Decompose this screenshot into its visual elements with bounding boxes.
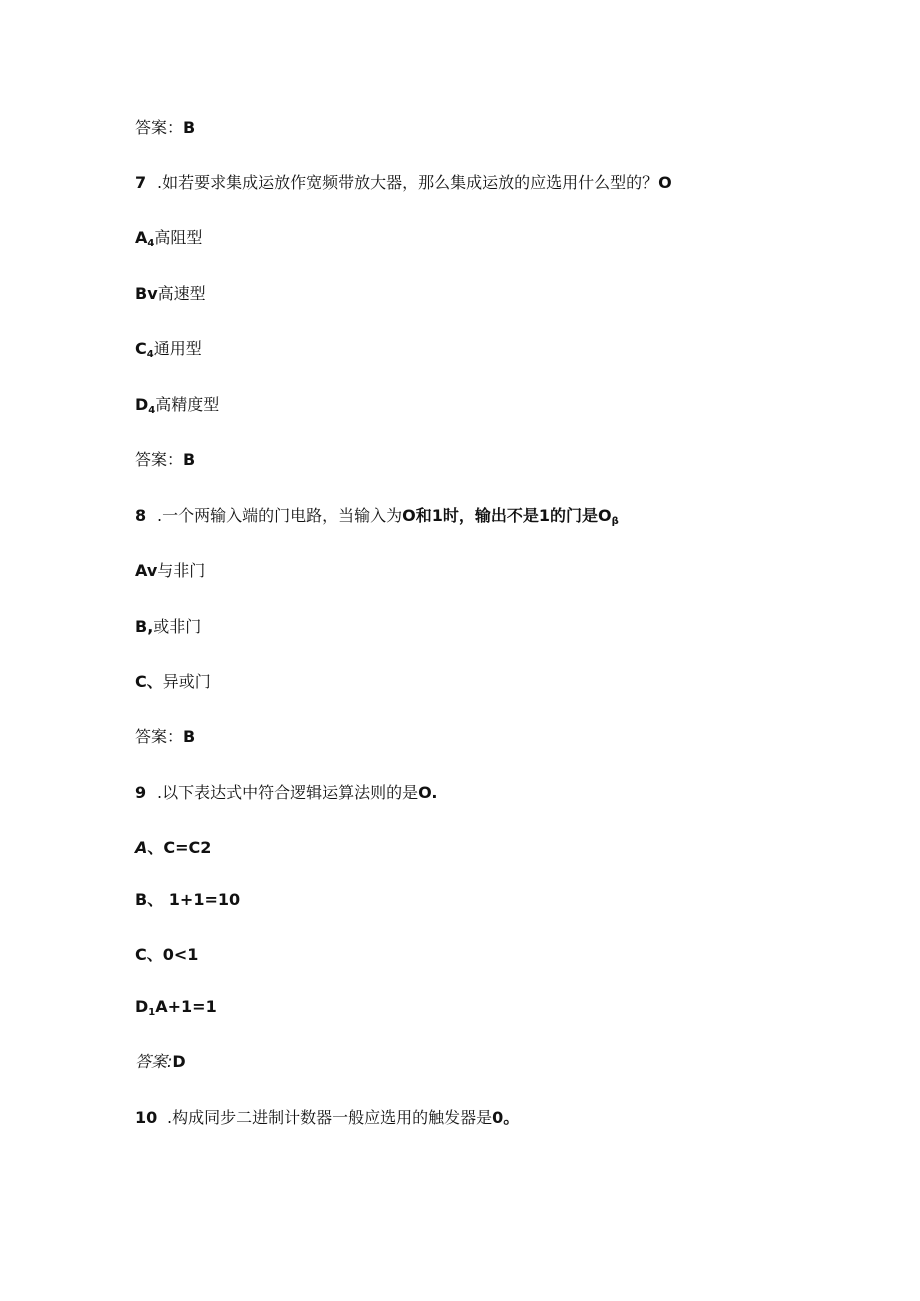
option-8b bbox=[135, 617, 201, 637]
question-tail-mark: β bbox=[611, 516, 619, 527]
option-7a bbox=[135, 228, 202, 254]
option-letter: B、 bbox=[135, 890, 164, 909]
option-letter: D bbox=[135, 395, 149, 414]
option-letter: C bbox=[135, 339, 147, 358]
answer-label: 答案： bbox=[135, 118, 184, 137]
option-mark: 4 bbox=[146, 349, 154, 360]
answer-value: B bbox=[183, 450, 196, 469]
question-number: 10 bbox=[135, 1108, 158, 1127]
answer-value: B bbox=[183, 118, 196, 137]
question-text: .以下表达式中符合逻辑运算法则的是 bbox=[157, 783, 419, 802]
question-tail: 0。 bbox=[492, 1108, 520, 1127]
answer-line-9 bbox=[135, 1052, 186, 1072]
option-text: 与非门 bbox=[157, 561, 206, 580]
option-letter: C、 bbox=[135, 672, 163, 691]
question-tail: O. bbox=[418, 783, 438, 802]
option-mark: 1 bbox=[148, 1007, 156, 1018]
option-text: 异或门 bbox=[162, 672, 211, 691]
option-9c bbox=[135, 945, 198, 965]
answer-line-7 bbox=[135, 450, 195, 470]
answer-label: 答案： bbox=[135, 727, 184, 746]
question-tail: O和1时，输出不是1的门是O bbox=[402, 506, 612, 525]
option-text: 或非门 bbox=[153, 617, 202, 636]
option-7b bbox=[135, 284, 206, 304]
question-text: .一个两输入端的门电路，当输入为 bbox=[157, 506, 403, 525]
question-tail: O bbox=[658, 173, 672, 192]
option-text: 通用型 bbox=[153, 339, 202, 358]
option-text: 1+1=10 bbox=[163, 890, 241, 909]
option-7d bbox=[135, 395, 219, 421]
option-letter: B, bbox=[135, 617, 154, 636]
question-number: 9 bbox=[135, 783, 147, 802]
option-9b bbox=[135, 890, 240, 910]
question-10 bbox=[135, 1108, 519, 1128]
option-9a bbox=[135, 838, 211, 858]
question-8 bbox=[135, 506, 619, 532]
answer-line-6 bbox=[135, 118, 195, 138]
option-text: 0<1 bbox=[162, 945, 199, 964]
option-9d bbox=[135, 997, 217, 1023]
option-7c bbox=[135, 339, 202, 365]
option-mark: 4 bbox=[148, 405, 156, 416]
option-letter: C、 bbox=[135, 945, 163, 964]
option-mark: 4 bbox=[147, 238, 155, 249]
option-letter: Av bbox=[135, 561, 158, 580]
option-letter: A bbox=[135, 838, 148, 857]
option-text: 高阻型 bbox=[154, 228, 203, 247]
answer-label: 答案: bbox=[135, 1052, 173, 1071]
question-number: 8 bbox=[135, 506, 147, 525]
option-8c bbox=[135, 672, 211, 692]
question-9 bbox=[135, 783, 437, 803]
option-letter: A bbox=[135, 228, 148, 247]
option-text: 高精度型 bbox=[155, 395, 220, 414]
option-letter: D bbox=[135, 997, 149, 1016]
answer-label: 答案： bbox=[135, 450, 184, 469]
option-8a bbox=[135, 561, 205, 581]
answer-value: D bbox=[172, 1052, 186, 1071]
option-text: A+1=1 bbox=[155, 997, 217, 1016]
option-text: 高速型 bbox=[157, 284, 206, 303]
question-text: .构成同步二进制计数器一般应选用的触发器是 bbox=[167, 1108, 493, 1127]
question-text: .如若要求集成运放作宽频带放大器，那么集成运放的应选用什么型的？ bbox=[157, 173, 659, 192]
option-text: 、C=C2 bbox=[147, 838, 212, 857]
answer-line-8 bbox=[135, 727, 195, 747]
question-7 bbox=[135, 173, 672, 193]
answer-value: B bbox=[183, 727, 196, 746]
question-number: 7 bbox=[135, 173, 147, 192]
option-letter: Bv bbox=[135, 284, 158, 303]
